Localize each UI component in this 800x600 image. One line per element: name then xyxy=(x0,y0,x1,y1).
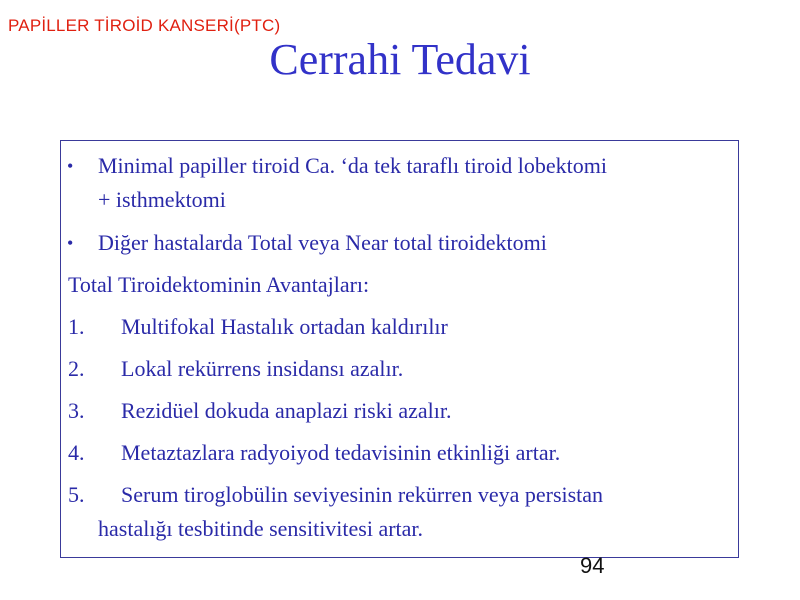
item-text: Multifokal Hastalık ortadan kaldırılır xyxy=(121,314,448,339)
bullet-text-continued: + isthmektomi xyxy=(98,187,226,212)
page-number: 94 xyxy=(580,553,605,578)
bullet-dot-icon: • xyxy=(67,233,74,253)
item-number: 4. xyxy=(68,440,85,465)
item-number: 3. xyxy=(68,398,85,423)
item-text: Metaztazlara radyoiyod tedavisinin etkinliği artar. xyxy=(121,440,561,465)
item-text-continued: hastalığı tesbitinde sensitivitesi artar. xyxy=(98,516,424,541)
bullet-text: Minimal papiller tiroid Ca. ‘da tek taraflı tiroid lobektomi xyxy=(98,153,607,178)
slide-title: Cerrahi Tedavi xyxy=(269,35,531,84)
item-text: Rezidüel dokuda anaplazi riski azalır. xyxy=(121,398,452,423)
item-number: 2. xyxy=(68,356,85,381)
bullet-text: Diğer hastalarda Total veya Near total tiroidektomi xyxy=(98,230,547,255)
bullet-dot-icon: • xyxy=(67,156,74,176)
item-text: Lokal rekürrens insidansı azalır. xyxy=(121,356,404,381)
header-label: PAPİLLER TİROİD KANSERİ(PTC) xyxy=(8,16,281,35)
item-number: 5. xyxy=(68,482,85,507)
advantages-heading: Total Tiroidektominin Avantajları: xyxy=(68,272,370,297)
item-text: Serum tiroglobülin seviyesinin rekürren veya persistan xyxy=(121,482,604,507)
item-number: 1. xyxy=(68,314,85,339)
content-box xyxy=(60,140,739,558)
